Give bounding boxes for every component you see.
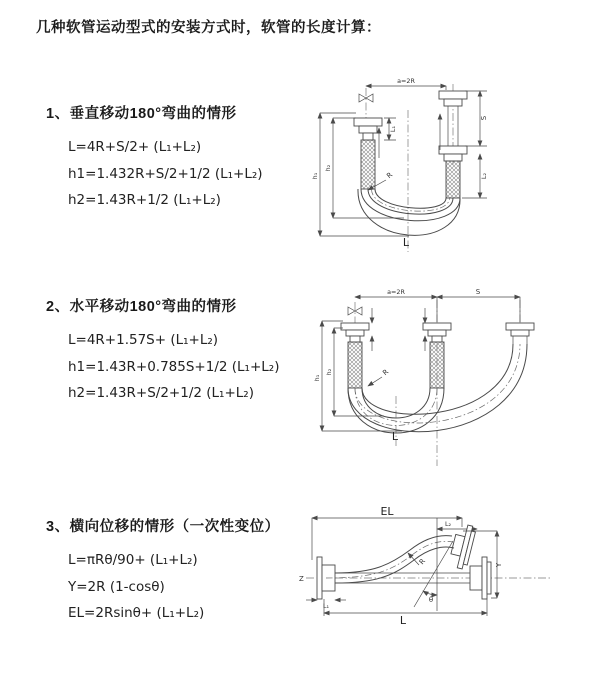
tilted-flange	[448, 523, 477, 570]
radius-leader	[408, 553, 427, 566]
dimension-s	[465, 91, 488, 146]
dim-label-length: L	[399, 614, 407, 627]
dim-label-theta: θ	[428, 596, 434, 604]
dim-label-el: EL	[380, 505, 394, 518]
dimension-l2	[462, 154, 488, 198]
formula: EL=2Rsinθ+ (L₁+L₂)	[68, 605, 205, 621]
dim-label-y: Y	[495, 562, 503, 568]
formula: L=4R+S/2+ (L₁+L₂)	[68, 139, 202, 155]
section-lateral-displacement	[46, 515, 280, 627]
angle-construction	[414, 518, 453, 611]
braided-hose-section	[348, 342, 362, 388]
braided-hose-section	[446, 161, 460, 198]
dim-label-r: R	[381, 367, 391, 378]
dimension-l1	[306, 600, 346, 610]
section-horizontal-movement	[46, 295, 279, 407]
formula: L=πRθ/90+ (L₁+L₂)	[68, 552, 198, 568]
formula: h2=1.43R+S/2+1/2 (L₁+L₂)	[68, 385, 254, 401]
dim-label-length: L	[391, 430, 399, 443]
dimension-l1	[384, 118, 397, 140]
braided-hose-section	[430, 342, 444, 388]
dimension-l	[324, 599, 487, 627]
break-mark: Z	[299, 575, 304, 583]
right-flange-assembly	[506, 323, 534, 344]
radius-leader	[368, 368, 390, 386]
dim-label-a2r: a=2R	[397, 77, 415, 85]
formula: h1=1.432R+S/2+1/2 (L₁+L₂)	[68, 165, 263, 182]
left-flange-assembly	[341, 323, 369, 388]
section-vertical-movement	[46, 102, 263, 214]
fitting-dimension-marks	[372, 308, 425, 351]
dim-label-l1: L₁	[389, 125, 397, 133]
hose-u-curves	[358, 189, 460, 235]
section-1-heading: 1、垂直移动180°弯曲的情形	[46, 106, 237, 122]
dim-label-l2: L₂	[444, 520, 452, 528]
dimension-s	[437, 288, 520, 322]
section-3-heading: 3、横向位移的情形（一次性变位）	[46, 519, 280, 535]
left-flange-assembly	[354, 118, 382, 189]
formula: Y=2R (1-cosθ)	[68, 578, 165, 595]
section-2-heading: 2、水平移动180°弯曲的情形	[46, 299, 237, 315]
dim-label-h2: h₂	[325, 368, 333, 376]
formula: h1=1.43R+0.785S+1/2 (L₁+L₂)	[68, 358, 280, 375]
middle-flange-assembly	[423, 323, 451, 388]
dim-label-r: R	[385, 170, 395, 181]
dim-label-length: L	[402, 236, 410, 249]
dim-label-h1: h₁	[311, 172, 319, 180]
dim-label-s: S	[480, 115, 488, 121]
dimension-a2r	[366, 77, 446, 90]
dim-label-a2r: a=2R	[387, 288, 405, 296]
diagram-lateral-displacement	[298, 503, 598, 651]
dimension-el	[312, 505, 462, 560]
dimension-a2r	[355, 288, 437, 297]
formula: L=4R+1.57S+ (L₁+L₂)	[68, 332, 219, 348]
dim-label-s: S	[475, 288, 481, 296]
braided-hose-section	[361, 140, 375, 189]
formula: h2=1.43R+1/2 (L₁+L₂)	[68, 192, 221, 208]
dim-label-r: R	[417, 557, 428, 567]
dim-label-l1: L₁	[322, 602, 330, 610]
page-title: 几种软管运动型式的安装方式时，软管的长度计算：	[36, 20, 381, 36]
dim-label-h2: h₂	[324, 164, 332, 172]
diagram-vertical-u-bend	[310, 66, 540, 264]
diagram-horizontal-u-bend	[310, 280, 600, 470]
s-curve-hose	[326, 536, 454, 583]
dim-label-l2: L₂	[480, 172, 488, 180]
dim-label-h1: h₁	[313, 374, 321, 382]
